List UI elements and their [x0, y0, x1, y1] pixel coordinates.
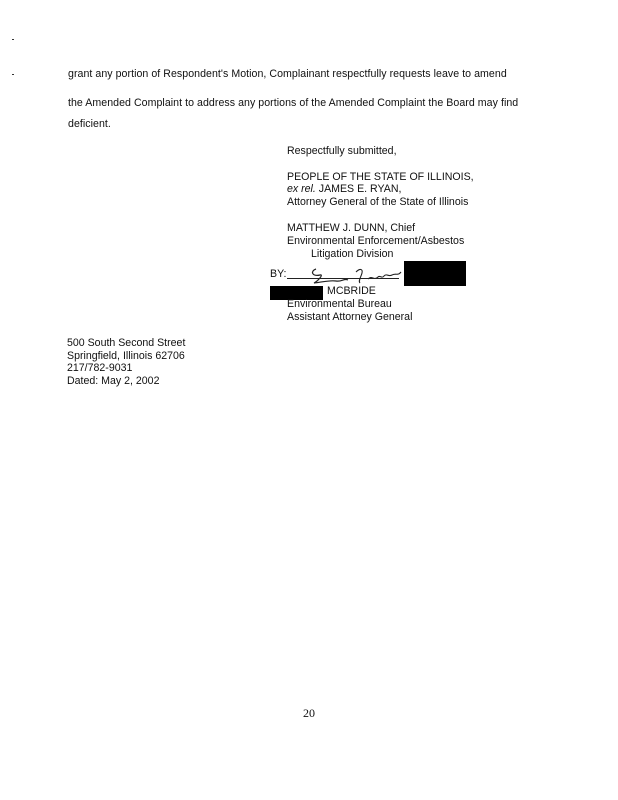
ex-rel-prefix: ex rel.: [287, 183, 316, 195]
by-label: BY:: [270, 268, 287, 280]
address-street: 500 South Second Street: [67, 337, 186, 349]
date-line: Dated: May 2, 2002: [67, 375, 160, 387]
handwritten-signature: [308, 263, 408, 287]
address-city: Springfield, Illinois 62706: [67, 350, 185, 362]
division-line: Environmental Enforcement/Asbestos: [287, 235, 465, 247]
signer-surname: MCBRIDE: [327, 285, 376, 297]
scan-speck: [12, 39, 14, 40]
party-name: PEOPLE OF THE STATE OF ILLINOIS,: [287, 171, 474, 183]
closing-text: Respectfully submitted,: [287, 145, 397, 157]
scan-speck: [12, 74, 14, 75]
chief-name: MATTHEW J. DUNN, Chief: [287, 222, 416, 234]
address-phone: 217/782-9031: [67, 362, 133, 374]
division-line: Litigation Division: [311, 248, 394, 260]
attorney-general-title: Attorney General of the State of Illinois: [287, 196, 469, 208]
page-number: 20: [303, 706, 315, 720]
ex-rel-line: [287, 183, 401, 195]
signer-title: Assistant Attorney General: [287, 311, 413, 323]
redaction-bar: [404, 261, 466, 286]
bureau-name: Environmental Bureau: [287, 298, 392, 310]
body-text-line: deficient.: [68, 118, 111, 130]
body-text-line: grant any portion of Respondent's Motion, Complainant respectfully requests leave to amend: [68, 68, 507, 80]
ex-rel-name: JAMES E. RYAN,: [315, 183, 402, 195]
body-text-line: the Amended Complaint to address any portions of the Amended Complaint the Board may find: [68, 97, 519, 109]
